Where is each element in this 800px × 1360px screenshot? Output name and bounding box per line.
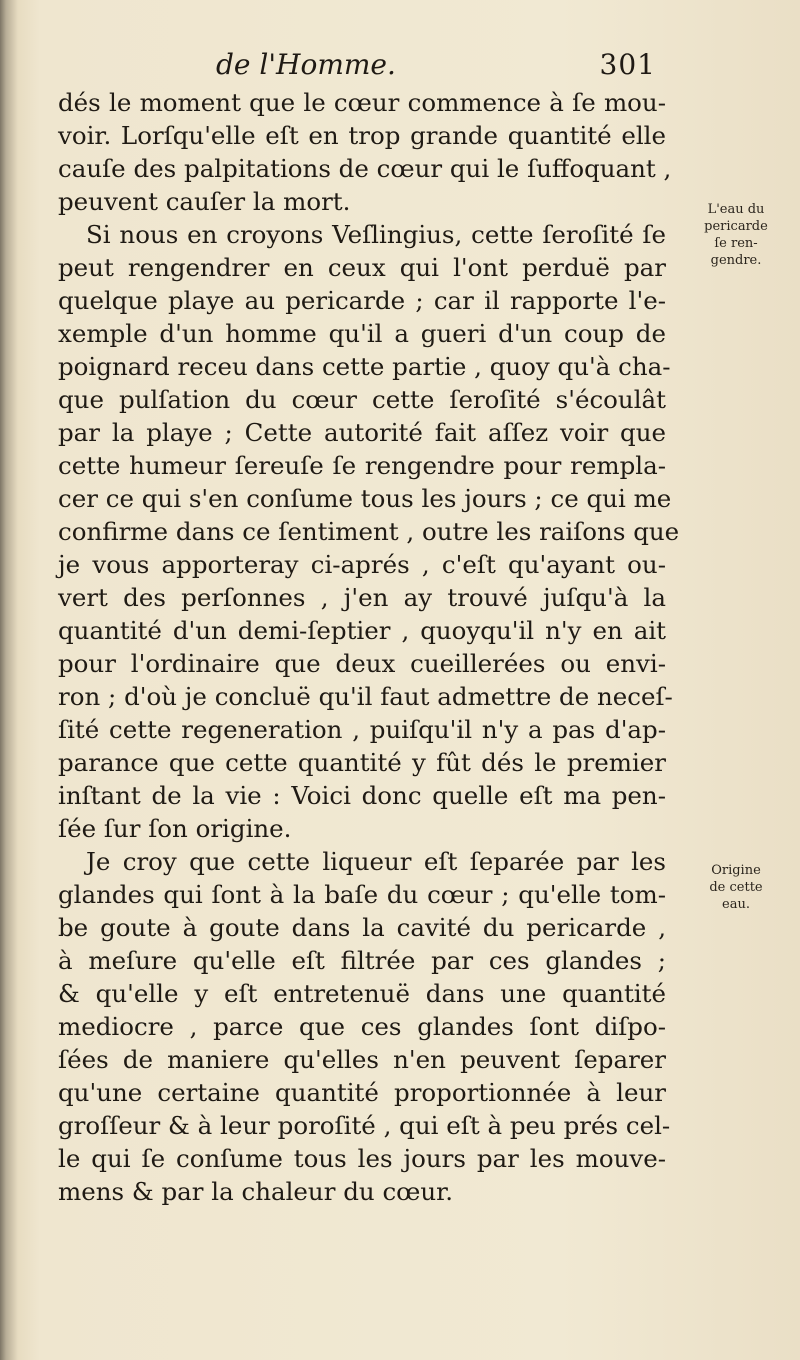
text-line: xemple d'un homme qu'il a gueri d'un coup de bbox=[58, 319, 666, 348]
margin-note-origin bbox=[677, 862, 795, 913]
text-line: be goute à goute dans la cavité du pericarde , bbox=[58, 913, 666, 942]
text-line: peuvent cauſer la mort. bbox=[58, 187, 351, 216]
text-line: ſité cette regeneration , puiſqu'il n'y a pas d'ap- bbox=[58, 715, 666, 744]
margin-note-line: Origine bbox=[711, 863, 761, 878]
text-line: confirme dans ce ſentiment , outre les raiſons que bbox=[58, 517, 680, 546]
margin-note-line: ſe ren- bbox=[714, 236, 758, 251]
text-line: ron ; d'où je concluë qu'il faut admettre de neceſ- bbox=[58, 682, 673, 711]
page-header bbox=[60, 44, 660, 84]
text-line: vert des perſonnes , j'en ay trouvé juſqu'à la bbox=[58, 583, 666, 612]
text-line: & qu'elle y eſt entretenuë dans une quantité bbox=[58, 979, 666, 1008]
text-line: Je croy que cette liqueur eſt ſeparée par les bbox=[86, 847, 666, 876]
text-line: que pulſation du cœur cette ſeroſité s'écoulât bbox=[58, 385, 666, 414]
text-line: inſtant de la vie : Voici donc quelle eſt ma pen- bbox=[58, 781, 666, 810]
text-line: dés le moment que le cœur commence à ſe mou- bbox=[58, 88, 666, 117]
text-line: le qui ſe conſume tous les jours par les mouve- bbox=[58, 1144, 666, 1173]
text-line: quantité d'un demi-ſeptier , quoyqu'il n'y en ait bbox=[58, 616, 666, 645]
page-number: 301 bbox=[599, 48, 656, 81]
margin-note-line: pericarde bbox=[704, 219, 768, 234]
text-line: cauſe des palpitations de cœur qui le ſuffoquant , bbox=[58, 154, 672, 183]
margin-note-line: gendre. bbox=[710, 253, 762, 268]
body-text bbox=[58, 86, 680, 1208]
text-line: glandes qui ſont à la baſe du cœur ; qu'elle tom- bbox=[58, 880, 666, 909]
text-line: peut rengendrer en ceux qui l'ont perduë par bbox=[58, 253, 666, 282]
text-line: mediocre , parce que ces glandes ſont diſpo- bbox=[58, 1012, 666, 1041]
text-line: ſée ſur ſon origine. bbox=[58, 814, 292, 843]
text-line: ſées de maniere qu'elles n'en peuvent ſeparer bbox=[58, 1045, 666, 1074]
running-title: de l'Homme. bbox=[216, 48, 396, 81]
text-line: quelque playe au pericarde ; car il rapporte l'e- bbox=[58, 286, 666, 315]
text-line: à meſure qu'elle eſt filtrée par ces glandes ; bbox=[58, 946, 666, 975]
text-line: pour l'ordinaire que deux cueillerées ou envi- bbox=[58, 649, 666, 678]
margin-note-line: L'eau du bbox=[707, 202, 765, 217]
text-line: parance que cette quantité y fût dés le premier bbox=[58, 748, 666, 777]
text-line: mens & par la chaleur du cœur. bbox=[58, 1177, 453, 1206]
text-line: cette humeur ſereuſe ſe rengendre pour rempla- bbox=[58, 451, 666, 480]
text-line: qu'une certaine quantité proportionnée à leur bbox=[58, 1078, 666, 1107]
text-line: groſſeur & à leur poroſité , qui eſt à peu prés cel- bbox=[58, 1111, 671, 1140]
text-line: je vous apporteray ci-aprés , c'eſt qu'ayant ou- bbox=[58, 550, 666, 579]
text-line: poignard receu dans cette partie , quoy qu'à cha- bbox=[58, 352, 671, 381]
text-line: par la playe ; Cette autorité fait aſſez voir que bbox=[58, 418, 666, 447]
margin-note-line: eau. bbox=[722, 897, 750, 912]
margin-note-water-regenerates bbox=[677, 201, 795, 269]
margin-note-line: de cette bbox=[709, 880, 763, 895]
text-line: Si nous en croyons Veſlingius, cette ſeroſité ſe bbox=[86, 220, 666, 249]
text-line: cer ce qui s'en conſume tous les jours ; ce qui me bbox=[58, 484, 672, 513]
text-line: voir. Lorſqu'elle eſt en trop grande quantité elle bbox=[58, 121, 666, 150]
